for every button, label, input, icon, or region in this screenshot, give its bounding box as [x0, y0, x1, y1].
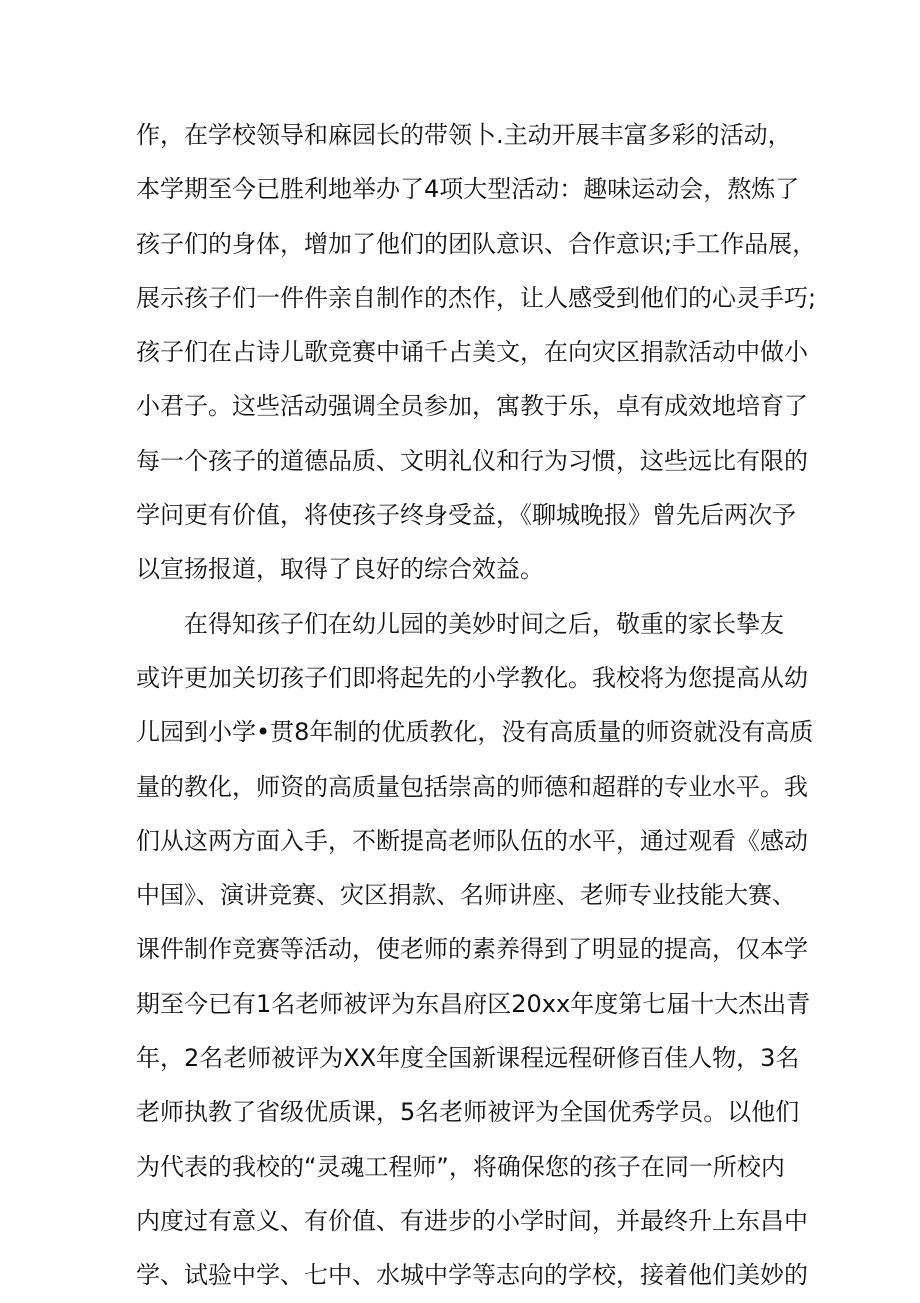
- text-line: 内度过有意义、有价值、有进步的小学时间，并最终升上东昌中: [136, 1206, 808, 1235]
- text-line: 中国》、演讲竞赛、灾区捐款、名师讲座、老师专业技能大赛、: [136, 881, 796, 910]
- text-line: 以宣扬报道，取得了良好的综合效益。: [136, 555, 544, 584]
- text-line: 小君子。这些活动强调全员参加，寓教于乐，卓有成效地培育了: [136, 392, 808, 421]
- document-body: [136, 108, 817, 1303]
- text-line: 量的教化，师资的高质量包括崇高的师德和超群的专业水平。我: [136, 772, 808, 801]
- text-line: 在得知孩子们在幼儿园的美妙时间之后，敬重的家长挚友: [184, 609, 784, 638]
- text-line: 孩子们的身体，增加了他们的团队意识、合作意识;手工作品展，: [136, 229, 817, 258]
- text-line: 或许更加关切孩子们即将起先的小学教化。我校将为您提高从幼: [136, 663, 808, 692]
- text-line: 学、试验中学、七中、水城中学等志向的学校，接着他们美妙的: [136, 1261, 808, 1290]
- text-line: 为代表的我校的“灵魂工程师”，将确保您的孩子在同一所校内: [136, 1152, 785, 1181]
- text-line: 展示孩子们一件件亲自制作的杰作，让人感受到他们的心灵手巧;: [136, 283, 817, 312]
- text-line: 每一个孩子的道德品质、文明礼仪和行为习惯，这些远比有限的: [136, 446, 808, 475]
- text-line: 老师执教了省级优质课，5名老师被评为全国优秀学员。以他们: [136, 1098, 800, 1127]
- text-line: 期至今已有1名老师被评为东昌府区20xx年度第七届十大杰出青: [136, 989, 811, 1018]
- paragraph-teachers: [136, 597, 814, 1303]
- text-line: 孩子们在占诗儿歌竞赛中诵千占美文，在向灾区捐款活动中做小: [136, 338, 808, 367]
- text-line: 作，在学校领导和麻园长的带领卜.主动开展丰富多彩的活动，: [136, 121, 792, 149]
- text-line: 本学期至今已胜利地举办了4项大型活动：趣味运动会，熬炼了: [136, 175, 800, 204]
- text-line: 儿园到小学•贯8年制的优质教化，没有高质量的师资就没有高质: [136, 718, 814, 747]
- text-line: 课件制作竞赛等活动，使老师的素养得到了明显的提高，仅本学: [136, 935, 808, 964]
- text-line: 年，2名老师被评为XX年度全国新课程远程研修百佳人物，3名: [136, 1044, 800, 1073]
- text-line: 们从这两方面入手，不断提高老师队伍的水平，通过观看《感动: [136, 826, 808, 855]
- paragraph-activities: [136, 108, 817, 597]
- text-line: 学问更有价值，将使孩子终身受益，《聊城晚报》曾先后两次予: [136, 501, 796, 530]
